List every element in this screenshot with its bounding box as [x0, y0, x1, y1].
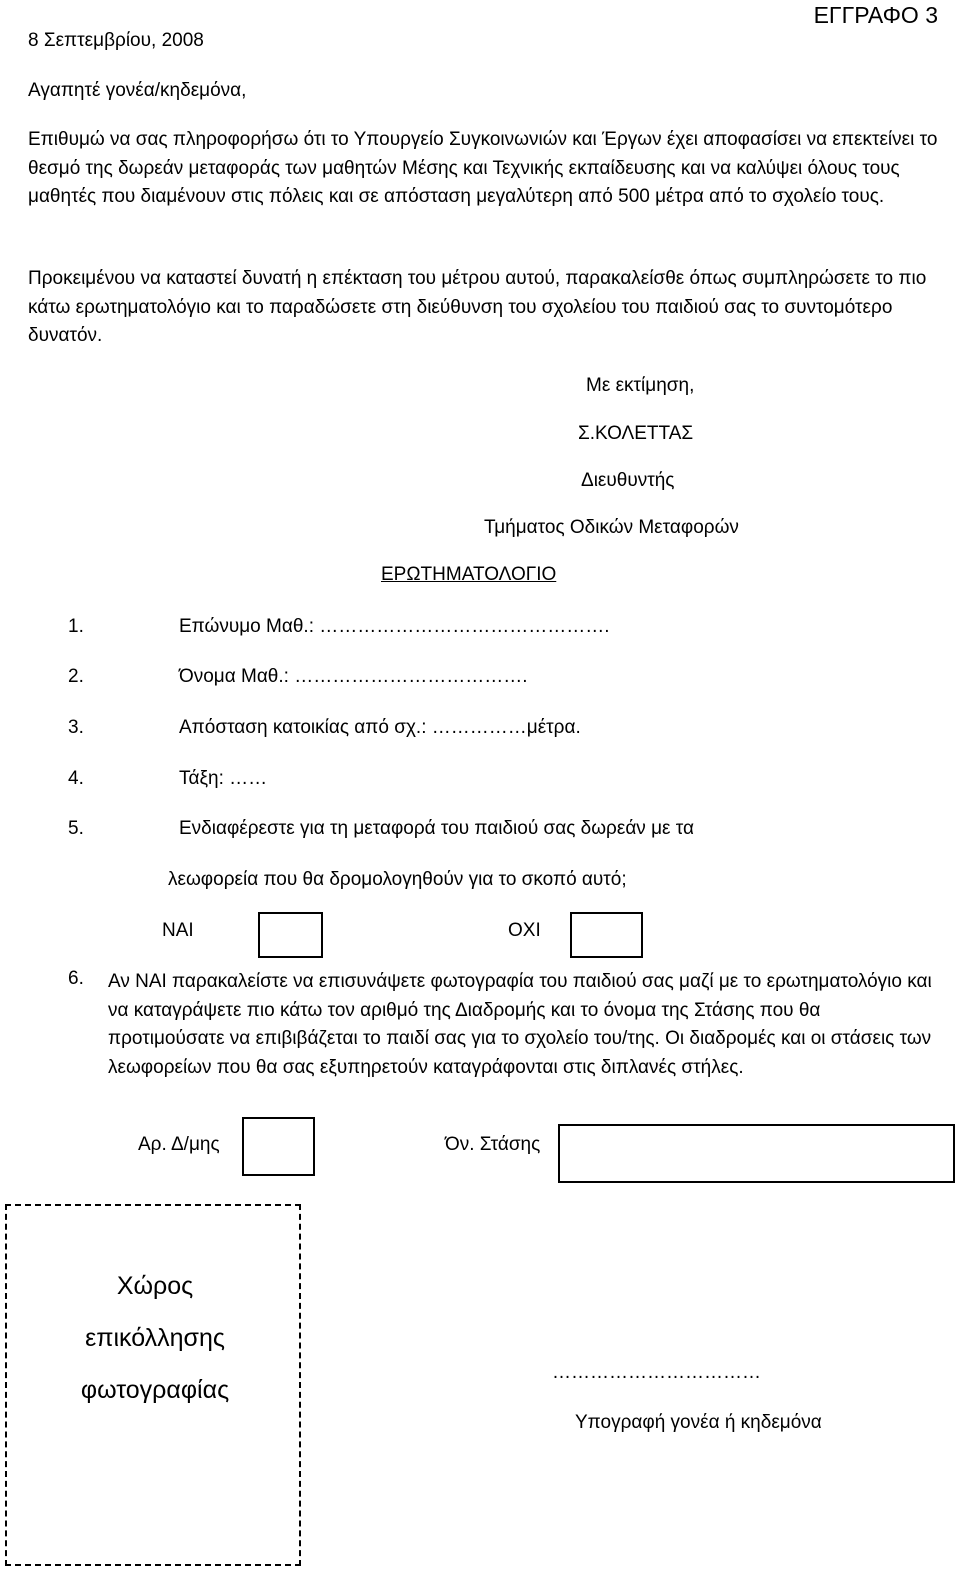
- question-number: 2.: [68, 666, 84, 687]
- photo-attachment-area: [5, 1204, 301, 1566]
- letter-date: 8 Σεπτεμβρίου, 2008: [28, 30, 204, 51]
- photo-label-line-1: Χώρος: [116, 1272, 194, 1300]
- signature-closing: Με εκτίμηση,: [586, 375, 695, 396]
- greeting: Αγαπητέ γονέα/κηδεμόνα,: [28, 80, 247, 101]
- parent-signature-line: ……………………………: [552, 1362, 761, 1383]
- stop-name-field[interactable]: [558, 1124, 955, 1183]
- signature-department: Τμήματος Οδικών Μεταφορών: [484, 517, 739, 538]
- question-photo-route: Αν ΝΑΙ παρακαλείστε να επισυνάψετε φωτογραφία του παιδιού σας μαζί με το ερωτηματολόγιο και να καταγράψετε πιο κάτω τον αριθμό της Διαδρομής και το όνομα της Στάσης που θα προτιμούσατε να επιβιβάζεται το παιδί σας για το σχολείο του/της. Οι διαδρομές και οι στάσεις των λεωφορείων που θα σας εξυπηρετούν καταγράφονται στις διπλανές στήλες.: [108, 971, 932, 1078]
- question-distance: Απόσταση κατοικίας από σχ.: ……………μέτρα.: [179, 717, 581, 738]
- question-interest-continued: λεωφορεία που θα δρομολογηθούν για το σκοπό αυτό;: [168, 869, 627, 890]
- signature-name: Σ.ΚΟΛΕΤΤΑΣ: [578, 423, 694, 444]
- question-interest: Ενδιαφέρεστε για τη μεταφορά του παιδιού σας δωρεάν με τα: [179, 818, 695, 839]
- no-label: ΟΧΙ: [508, 920, 541, 941]
- route-number-label: Αρ. Δ/μης: [138, 1134, 220, 1155]
- questionnaire-title: ΕΡΩΤΗΜΑΤΟΛΟΓΙΟ: [381, 564, 557, 585]
- photo-label-line-3: φωτογραφίας: [80, 1376, 230, 1404]
- document-id: ΕΓΓΡΑΦΟ 3: [813, 2, 938, 28]
- question-number: 5.: [68, 818, 84, 839]
- question-number: 6.: [68, 968, 84, 989]
- letter-paragraph-1: Επιθυμώ να σας πληροφορήσω ότι το Υπουργείο Συγκοινωνιών και Έργων έχει αποφασίσει να επεκτείνει το θεσμό της δωρεάν μεταφοράς των μαθητών Μέσης και Τεχνικής εκπαίδευσης και να καλύψει όλους τους μαθητές που διαμένουν στις πόλεις και σε απόσταση μεγαλύτερη από 500 μέτρα από το σχολείο τους.: [28, 129, 938, 207]
- yes-label: ΝΑΙ: [162, 920, 194, 941]
- signature-role: Διευθυντής: [581, 470, 675, 491]
- stop-name-label: Όν. Στάσης: [445, 1134, 541, 1155]
- yes-checkbox[interactable]: [258, 912, 323, 958]
- no-checkbox[interactable]: [570, 912, 643, 958]
- question-class: Τάξη: ……: [179, 768, 268, 789]
- question-number: 3.: [68, 717, 84, 738]
- question-firstname: Όνομα Μαθ.: ……………………………….: [179, 666, 528, 687]
- question-number: 4.: [68, 768, 84, 789]
- photo-label-line-2: επικόλλησης: [85, 1324, 225, 1352]
- question-surname: Επώνυμο Μαθ.: ……………………………………….: [179, 616, 610, 637]
- parent-signature-label: Υπογραφή γονέα ή κηδεμόνα: [575, 1412, 822, 1433]
- letter-paragraph-2: Προκειμένου να καταστεί δυνατή η επέκταση του μέτρου αυτού, παρακαλείσθε όπως συμπληρώσετε το πιο κάτω ερωτηματολόγιο και το παραδώσετε στη διεύθυνση του σχολείου του παιδιού σας το συντομότερο δυνατόν.: [28, 268, 927, 346]
- question-number: 1.: [68, 616, 84, 637]
- route-number-field[interactable]: [242, 1117, 315, 1176]
